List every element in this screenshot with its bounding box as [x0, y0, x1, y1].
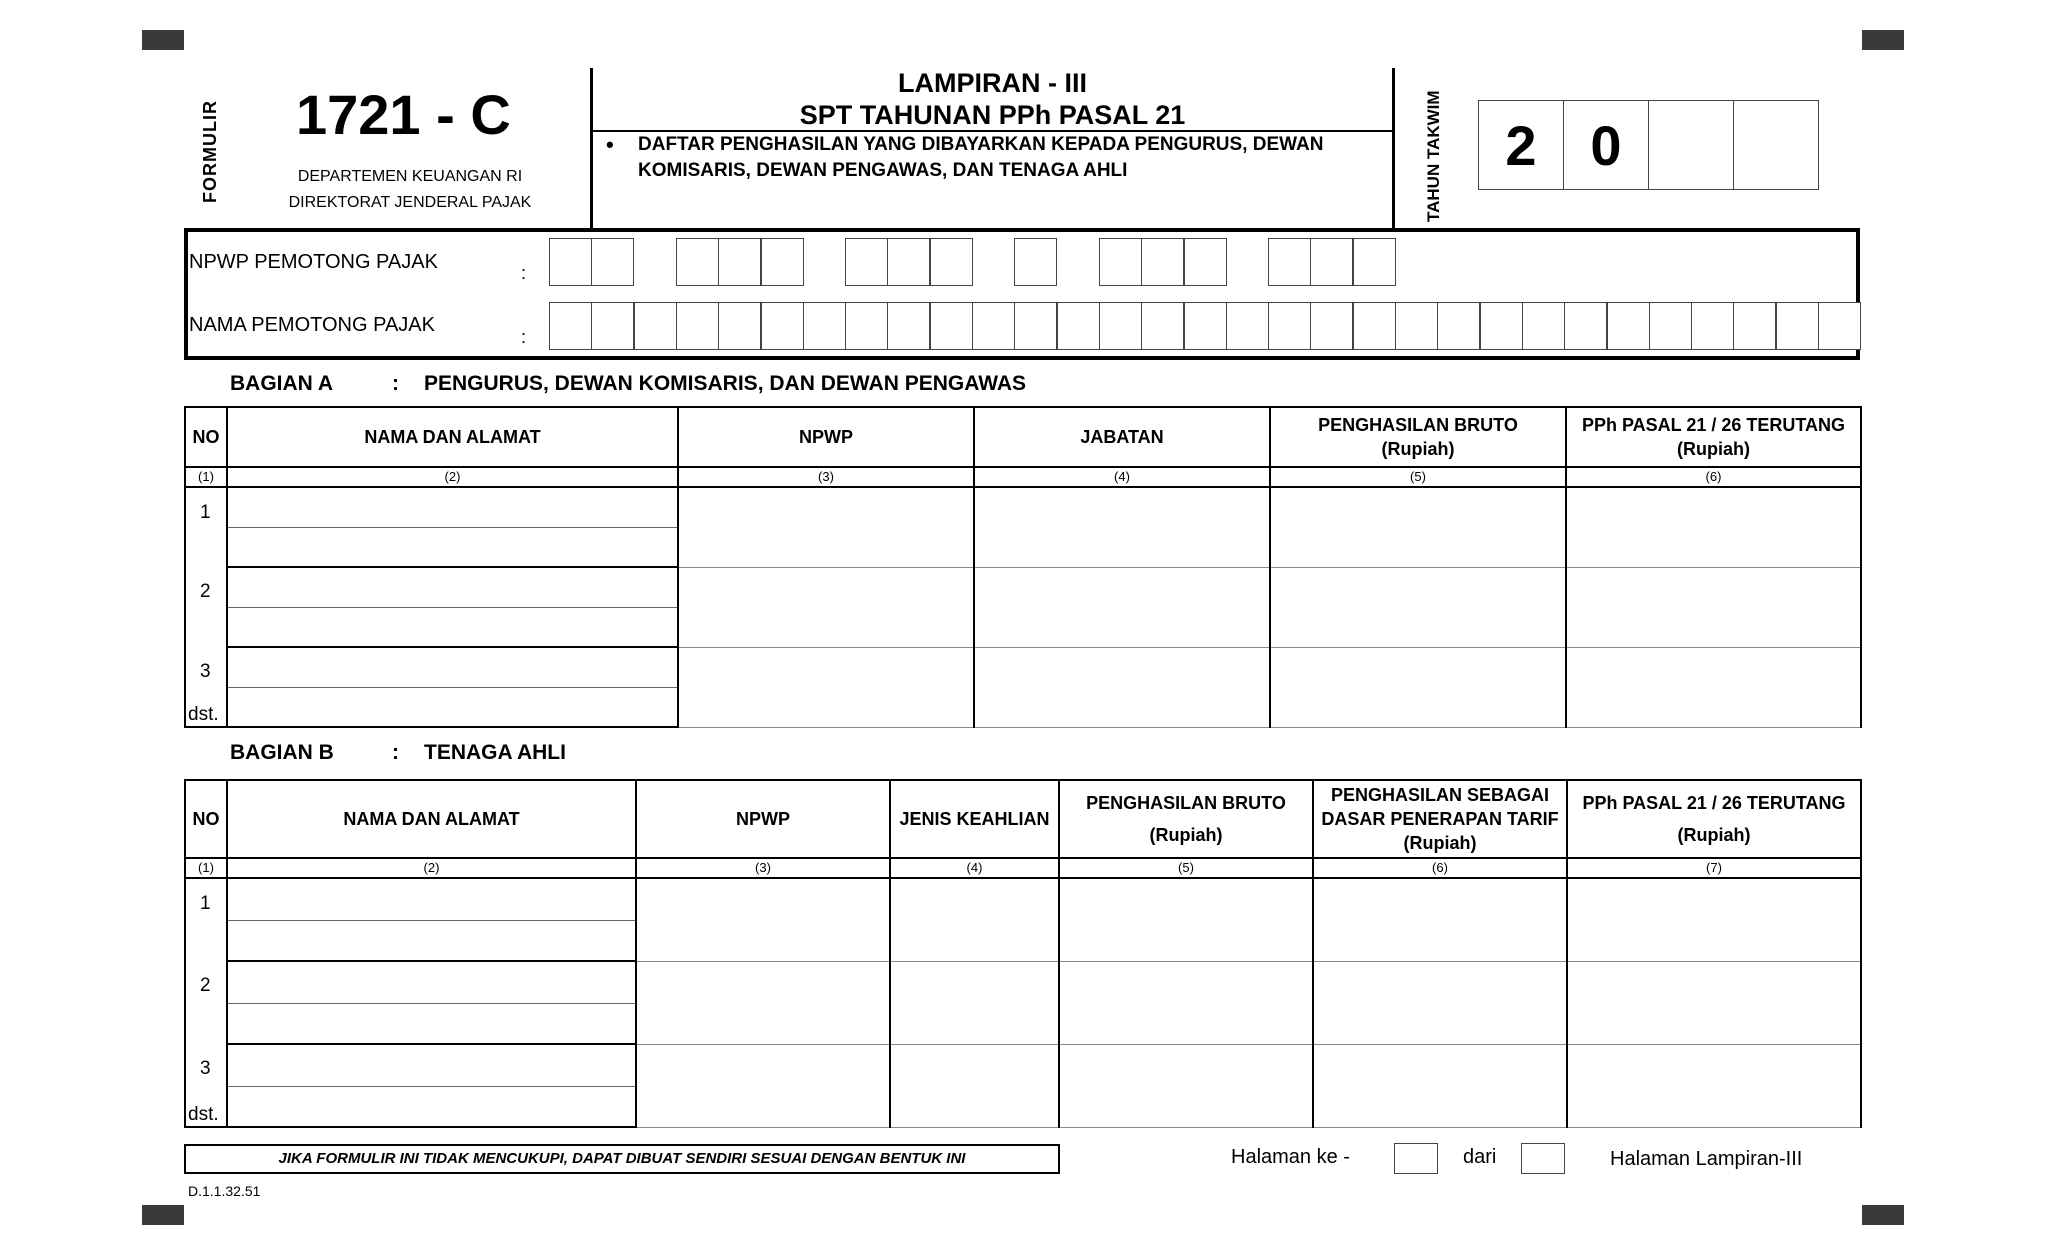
- registration-mark-top-left: [142, 30, 184, 50]
- char-input-box[interactable]: [972, 302, 1015, 350]
- char-input-box[interactable]: [1818, 302, 1861, 350]
- bagian-a-table: [184, 406, 1862, 728]
- row-number-cell: [185, 647, 227, 727]
- desc-bullet: •: [606, 132, 614, 157]
- title-spt: SPT TAHUNAN PPh PASAL 21: [799, 100, 1186, 130]
- char-input-box[interactable]: [1733, 302, 1776, 350]
- char-input-box[interactable]: [1099, 302, 1142, 350]
- char-input-box[interactable]: [1184, 302, 1227, 350]
- registration-mark-top-right: [1862, 30, 1904, 50]
- bagian-b-colon: :: [392, 741, 399, 764]
- row-number-cell: [185, 878, 227, 961]
- row-number-cell: [185, 567, 227, 647]
- header-divider-right: [1392, 68, 1395, 228]
- row-number-cell: [185, 487, 227, 567]
- char-input-box[interactable]: [761, 238, 804, 286]
- year-digit-box[interactable]: [1733, 100, 1819, 190]
- jabatan-cell[interactable]: [974, 487, 1270, 567]
- pph-terutang-cell[interactable]: [1566, 567, 1861, 647]
- header-jabatan: JABATAN: [974, 407, 1270, 467]
- npwp-cell[interactable]: [678, 647, 974, 727]
- row-number: 2: [200, 975, 211, 996]
- npwp-cell[interactable]: [678, 487, 974, 567]
- halaman-ke-label: Halaman ke -: [1231, 1146, 1350, 1168]
- char-input-box[interactable]: [1353, 302, 1396, 350]
- header-npwp: NPWP: [678, 407, 974, 467]
- dasar-tarif-cell[interactable]: [1313, 961, 1567, 1044]
- char-input-box[interactable]: [1649, 302, 1692, 350]
- pph-terutang-cell[interactable]: [1567, 1044, 1861, 1127]
- form-number: 1721 - C: [296, 83, 511, 146]
- desc-line-2: KOMISARIS, DEWAN PENGAWAS, DAN TENAGA AHLI: [638, 160, 1128, 181]
- col-number: (5): [1059, 858, 1313, 878]
- jenis-keahlian-cell[interactable]: [890, 961, 1059, 1044]
- row-number: 3: [200, 661, 211, 682]
- bagian-a-title: PENGURUS, DEWAN KOMISARIS, DAN DEWAN PENGAWAS: [424, 372, 1027, 395]
- pph-terutang-cell[interactable]: [1566, 487, 1861, 567]
- char-input-box[interactable]: [887, 238, 930, 286]
- dasar-tarif-cell[interactable]: [1313, 878, 1567, 961]
- char-input-box[interactable]: [1353, 238, 1396, 286]
- char-input-box[interactable]: [1141, 238, 1184, 286]
- char-input-box[interactable]: [718, 238, 761, 286]
- char-input-box[interactable]: [1268, 302, 1311, 350]
- char-input-box[interactable]: [1607, 302, 1650, 350]
- col-number: (4): [890, 858, 1059, 878]
- nama-alamat-cell[interactable]: [227, 487, 678, 567]
- nama-alamat-cell[interactable]: [227, 878, 636, 961]
- header-penghasilan-bruto: PENGHASILAN BRUTO (Rupiah): [1059, 780, 1313, 858]
- pph-terutang-cell[interactable]: [1566, 647, 1861, 727]
- dasar-tarif-cell[interactable]: [1313, 1044, 1567, 1127]
- header-no: NO: [185, 407, 227, 467]
- nama-alamat-cell[interactable]: [227, 961, 636, 1044]
- halaman-lampiran-label: Halaman Lampiran-III: [1610, 1148, 1803, 1170]
- char-input-box[interactable]: [887, 302, 930, 350]
- penghasilan-bruto-cell[interactable]: [1270, 647, 1566, 727]
- header-npwp: NPWP: [636, 780, 890, 858]
- halaman-ke-input[interactable]: [1394, 1143, 1438, 1174]
- npwp-cell[interactable]: [636, 878, 890, 961]
- dst-label: dst.: [188, 1104, 219, 1125]
- char-input-box[interactable]: [549, 302, 592, 350]
- char-input-box[interactable]: [1226, 302, 1269, 350]
- nama-colon: :: [521, 327, 527, 347]
- char-input-box[interactable]: [718, 302, 761, 350]
- col-number: (1): [185, 858, 227, 878]
- char-input-box[interactable]: [845, 238, 888, 286]
- year-digit-box[interactable]: 0: [1563, 100, 1649, 190]
- char-input-box[interactable]: [1057, 302, 1100, 350]
- char-input-box[interactable]: [1268, 238, 1311, 286]
- col-number: (2): [227, 858, 636, 878]
- header-nama-alamat: NAMA DAN ALAMAT: [227, 780, 636, 858]
- header-penghasilan-bruto: PENGHASILAN BRUTO (Rupiah): [1270, 407, 1566, 467]
- tahun-takwim-label: TAHUN TAKWIM: [1424, 90, 1443, 222]
- nama-alamat-cell[interactable]: [227, 1044, 636, 1127]
- char-input-box[interactable]: [1141, 302, 1184, 350]
- char-input-box[interactable]: [930, 302, 973, 350]
- col-number: (2): [227, 467, 678, 487]
- col-number: (6): [1566, 467, 1861, 487]
- char-input-box[interactable]: [591, 238, 634, 286]
- dst-label: dst.: [188, 704, 219, 725]
- formulir-label: FORMULIR: [200, 100, 220, 203]
- pph-terutang-cell[interactable]: [1567, 961, 1861, 1044]
- dept-line-1: DEPARTEMEN KEUANGAN RI: [297, 168, 523, 185]
- jenis-keahlian-cell[interactable]: [890, 878, 1059, 961]
- char-input-box[interactable]: [1099, 238, 1142, 286]
- char-input-box[interactable]: [1480, 302, 1523, 350]
- bagian-a-label: BAGIAN A: [230, 372, 334, 395]
- header-dasar-tarif: PENGHASILAN SEBAGAI DASAR PENERAPAN TARIF (Rupiah): [1313, 780, 1567, 858]
- char-input-box[interactable]: [1437, 302, 1480, 350]
- jabatan-cell[interactable]: [974, 647, 1270, 727]
- char-input-box[interactable]: [930, 238, 973, 286]
- title-lampiran: LAMPIRAN - III: [898, 68, 1087, 98]
- jabatan-cell[interactable]: [974, 567, 1270, 647]
- char-input-box[interactable]: [1691, 302, 1734, 350]
- penghasilan-bruto-cell[interactable]: [1059, 1044, 1313, 1127]
- desc-line-1: DAFTAR PENGHASILAN YANG DIBAYARKAN KEPADA PENGURUS, DEWAN: [638, 134, 1324, 155]
- footer-note: JIKA FORMULIR INI TIDAK MENCUKUPI, DAPAT DIBUAT SENDIRI SESUAI DENGAN BENTUK INI: [184, 1144, 1060, 1174]
- col-number: (5): [1270, 467, 1566, 487]
- bagian-b-table: [184, 779, 1862, 1128]
- col-number: (3): [678, 467, 974, 487]
- npwp-cell[interactable]: [636, 961, 890, 1044]
- row-number-cell: [185, 1044, 227, 1127]
- col-number: (4): [974, 467, 1270, 487]
- char-input-box[interactable]: [1395, 302, 1438, 350]
- header-nama-alamat: NAMA DAN ALAMAT: [227, 407, 678, 467]
- col-number: (6): [1313, 858, 1567, 878]
- npwp-colon: :: [521, 263, 527, 283]
- npwp-cell[interactable]: [636, 1044, 890, 1127]
- npwp-cell[interactable]: [678, 567, 974, 647]
- header-no: NO: [185, 780, 227, 858]
- bagian-a-colon: :: [392, 372, 399, 395]
- pph-terutang-cell[interactable]: [1567, 878, 1861, 961]
- bagian-b-label: BAGIAN B: [230, 741, 334, 764]
- char-input-box[interactable]: [845, 302, 888, 350]
- char-input-box[interactable]: [1014, 238, 1057, 286]
- bagian-b-title: TENAGA AHLI: [424, 741, 566, 764]
- char-input-box[interactable]: [634, 302, 677, 350]
- halaman-total-input[interactable]: [1521, 1143, 1565, 1174]
- row-number: 1: [200, 893, 211, 914]
- header-pph-terutang: PPh PASAL 21 / 26 TERUTANG (Rupiah): [1567, 780, 1861, 858]
- col-number: (7): [1567, 858, 1861, 878]
- char-input-box[interactable]: [591, 302, 634, 350]
- penghasilan-bruto-cell[interactable]: [1270, 567, 1566, 647]
- penghasilan-bruto-cell[interactable]: [1270, 487, 1566, 567]
- nama-label: NAMA PEMOTONG PAJAK: [189, 314, 435, 336]
- jenis-keahlian-cell[interactable]: [890, 1044, 1059, 1127]
- char-input-box[interactable]: [761, 302, 804, 350]
- registration-mark-bottom-right: [1862, 1205, 1904, 1225]
- char-input-box[interactable]: [1310, 302, 1353, 350]
- char-input-box[interactable]: [803, 302, 846, 350]
- char-input-box[interactable]: [1014, 302, 1057, 350]
- title-underline: [593, 130, 1392, 132]
- penghasilan-bruto-cell[interactable]: [1059, 961, 1313, 1044]
- nama-alamat-cell[interactable]: [227, 567, 678, 647]
- col-number: (3): [636, 858, 890, 878]
- penghasilan-bruto-cell[interactable]: [1059, 878, 1313, 961]
- char-input-box[interactable]: [1184, 238, 1227, 286]
- header-jenis-keahlian: JENIS KEAHLIAN: [890, 780, 1059, 858]
- registration-mark-bottom-left: [142, 1205, 184, 1225]
- char-input-box[interactable]: [549, 238, 592, 286]
- nama-alamat-cell[interactable]: [227, 647, 678, 727]
- char-input-box[interactable]: [1522, 302, 1565, 350]
- npwp-label: NPWP PEMOTONG PAJAK: [189, 251, 438, 273]
- row-number: 1: [200, 502, 211, 523]
- year-digit-box[interactable]: [1648, 100, 1734, 190]
- char-input-box[interactable]: [1310, 238, 1353, 286]
- char-input-box[interactable]: [1564, 302, 1607, 350]
- header-pph-terutang: PPh PASAL 21 / 26 TERUTANG (Rupiah): [1566, 407, 1861, 467]
- row-number: 3: [200, 1058, 211, 1079]
- row-number-cell: [185, 961, 227, 1044]
- dept-line-2: DIREKTORAT JENDERAL PAJAK: [288, 194, 532, 211]
- char-input-box[interactable]: [676, 302, 719, 350]
- form-code: D.1.1.32.51: [188, 1183, 261, 1199]
- row-number: 2: [200, 581, 211, 602]
- char-input-box[interactable]: [676, 238, 719, 286]
- char-input-box[interactable]: [1776, 302, 1819, 350]
- dari-label: dari: [1463, 1146, 1497, 1168]
- col-number: (1): [185, 467, 227, 487]
- year-digit-box[interactable]: 2: [1478, 100, 1564, 190]
